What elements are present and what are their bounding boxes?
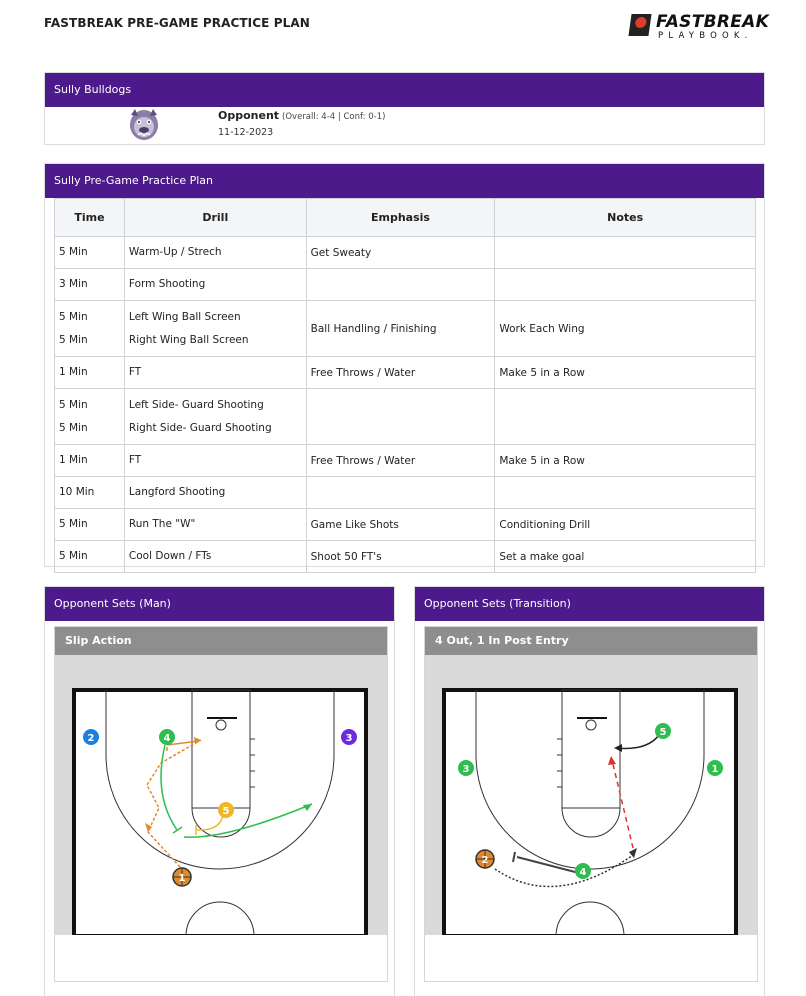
cell-time-line: 5 Min bbox=[59, 310, 88, 323]
cell-drill bbox=[124, 237, 306, 269]
cell-time bbox=[55, 509, 125, 541]
cell-time bbox=[55, 445, 125, 477]
player-2-label: 2 bbox=[481, 855, 489, 866]
player-1-label: 1 bbox=[711, 764, 719, 775]
cell-drill bbox=[124, 541, 306, 573]
cell-emphasis: Game Like Shots bbox=[306, 509, 495, 541]
play-card-4-out-1-in[interactable] bbox=[424, 626, 758, 982]
cell-time-line: 5 Min bbox=[59, 398, 88, 411]
player-5-label: 5 bbox=[222, 806, 230, 817]
cell-drill-line: FT bbox=[128, 366, 142, 378]
logo-subtext: PLAYBOOK. bbox=[658, 31, 753, 41]
half-court-diagram bbox=[425, 655, 755, 935]
cell-drill bbox=[124, 445, 306, 477]
cell-notes bbox=[495, 477, 756, 509]
opponent-sets-man-header: Opponent Sets (Man) bbox=[45, 587, 394, 621]
column-header-drill: Drill bbox=[124, 199, 306, 237]
cell-drill bbox=[124, 301, 306, 357]
document-title: FASTBREAK PRE-GAME PRACTICE PLAN bbox=[44, 16, 310, 30]
cell-notes: Set a make goal bbox=[495, 541, 756, 573]
cell-emphasis bbox=[306, 269, 495, 301]
opponent-label bbox=[218, 109, 385, 122]
cell-notes: Make 5 in a Row bbox=[495, 357, 756, 389]
play-notes-area bbox=[55, 935, 387, 981]
column-header-notes: Notes bbox=[495, 199, 756, 237]
fastbreak-logo bbox=[630, 12, 770, 42]
player-2-label: 2 bbox=[87, 733, 95, 744]
cell-drill-line: Run The "W" bbox=[128, 518, 196, 530]
player-3-label: 3 bbox=[345, 733, 353, 744]
cell-time-line: 5 Min bbox=[59, 518, 88, 530]
cell-notes: Work Each Wing bbox=[495, 301, 756, 357]
table-row bbox=[55, 541, 756, 573]
cell-drill-line: Cool Down / FTs bbox=[128, 550, 212, 562]
player-1-label: 1 bbox=[178, 873, 186, 884]
play-diagram bbox=[425, 655, 757, 935]
cell-time-line: 1 Min bbox=[59, 366, 88, 378]
cell-time-line: 5 Min bbox=[59, 550, 88, 562]
table-row bbox=[55, 389, 756, 445]
cell-notes bbox=[495, 389, 756, 445]
logo-wordmark: FASTBREAK bbox=[656, 12, 770, 32]
cell-time-line: 1 Min bbox=[59, 454, 88, 466]
bulldog-icon bbox=[123, 105, 165, 143]
player-4-label: 4 bbox=[163, 733, 171, 744]
play-notes-area bbox=[425, 935, 757, 981]
cell-drill-line: Warm-Up / Strech bbox=[128, 246, 222, 258]
cell-time-line: 10 Min bbox=[59, 486, 95, 498]
column-header-time: Time bbox=[55, 199, 125, 237]
play-card-slip-action[interactable] bbox=[54, 626, 388, 982]
player-4-label: 4 bbox=[579, 867, 587, 878]
cell-time bbox=[55, 477, 125, 509]
cell-drill bbox=[124, 509, 306, 541]
cell-time bbox=[55, 269, 125, 301]
table-header-row bbox=[55, 199, 756, 237]
table-row bbox=[55, 477, 756, 509]
cell-time bbox=[55, 301, 125, 357]
table-row bbox=[55, 237, 756, 269]
opponent-sets-transition-panel bbox=[414, 586, 765, 996]
cell-drill bbox=[124, 357, 306, 389]
cell-notes bbox=[495, 237, 756, 269]
cell-drill bbox=[124, 269, 306, 301]
cell-drill-line: Left Wing Ball Screen bbox=[128, 310, 241, 323]
cell-time bbox=[55, 389, 125, 445]
cell-time-line: 5 Min bbox=[59, 333, 88, 346]
table-row bbox=[55, 301, 756, 357]
practice-plan-table bbox=[54, 198, 756, 573]
play-title: 4 Out, 1 In Post Entry bbox=[425, 627, 757, 655]
cell-drill-line: Form Shooting bbox=[128, 278, 206, 290]
cell-time bbox=[55, 541, 125, 573]
cell-drill-line: FT bbox=[128, 454, 142, 466]
column-header-emphasis: Emphasis bbox=[306, 199, 495, 237]
cell-notes: Conditioning Drill bbox=[495, 509, 756, 541]
cell-emphasis: Get Sweaty bbox=[306, 237, 495, 269]
cell-emphasis bbox=[306, 477, 495, 509]
cell-time bbox=[55, 237, 125, 269]
cell-drill bbox=[124, 389, 306, 445]
cell-drill-line: Langford Shooting bbox=[128, 486, 226, 498]
cell-drill-line: Right Side- Guard Shooting bbox=[128, 421, 272, 434]
player-3-label: 3 bbox=[462, 764, 470, 775]
game-date: 11-12-2023 bbox=[218, 127, 274, 138]
cell-time bbox=[55, 357, 125, 389]
cell-notes: Make 5 in a Row bbox=[495, 445, 756, 477]
table-row bbox=[55, 357, 756, 389]
cell-drill bbox=[124, 477, 306, 509]
opponent-record: (Overall: 4-4 | Conf: 0-1) bbox=[282, 112, 386, 122]
play-diagram bbox=[55, 655, 387, 935]
cell-time-line: 5 Min bbox=[59, 421, 88, 434]
player-5-label: 5 bbox=[659, 727, 667, 738]
cell-time-line: 5 Min bbox=[59, 246, 88, 258]
cell-time-line: 3 Min bbox=[59, 278, 88, 290]
cell-emphasis bbox=[306, 389, 495, 445]
table-row bbox=[55, 445, 756, 477]
cell-emphasis: Ball Handling / Finishing bbox=[306, 301, 495, 357]
team-name-header: Sully Bulldogs bbox=[45, 73, 764, 107]
cell-emphasis: Shoot 50 FT's bbox=[306, 541, 495, 573]
cell-notes bbox=[495, 269, 756, 301]
practice-plan-header: Sully Pre-Game Practice Plan bbox=[45, 164, 764, 198]
table-row bbox=[55, 269, 756, 301]
cell-emphasis: Free Throws / Water bbox=[306, 445, 495, 477]
opponent-label-text: Opponent bbox=[218, 109, 280, 122]
opponent-sets-transition-header: Opponent Sets (Transition) bbox=[415, 587, 764, 621]
half-court-diagram bbox=[55, 655, 385, 935]
table-row bbox=[55, 509, 756, 541]
cell-drill-line: Right Wing Ball Screen bbox=[128, 333, 249, 346]
cell-drill-line: Left Side- Guard Shooting bbox=[128, 398, 264, 411]
cell-emphasis: Free Throws / Water bbox=[306, 357, 495, 389]
fastbreak-logo-icon bbox=[628, 14, 651, 36]
opponent-sets-man-panel bbox=[44, 586, 395, 996]
play-title: Slip Action bbox=[55, 627, 387, 655]
team-panel bbox=[44, 72, 765, 145]
practice-plan-panel bbox=[44, 163, 765, 567]
